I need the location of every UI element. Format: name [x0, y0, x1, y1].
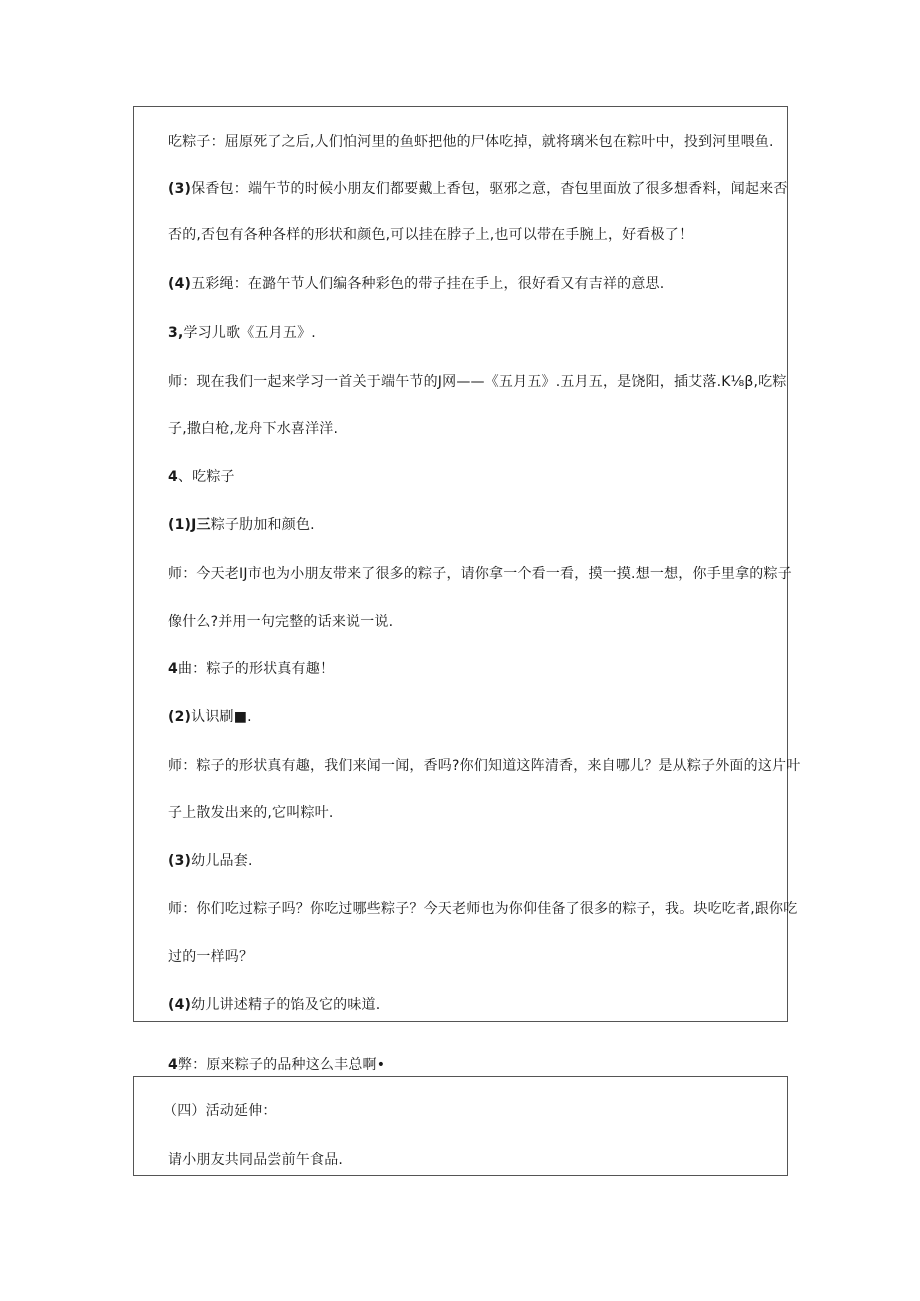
paragraph-line: [168, 420, 338, 438]
paragraph-line: [168, 757, 800, 775]
line-text: 学习儿歌《五月五》.: [183, 325, 316, 341]
paragraph-line: [168, 852, 253, 870]
line-text: 师：今天老IJ市也为小朋友带来了很多的粽子，请你拿一个看一看，摸一摸.想一想，你手里拿的粽子: [168, 566, 792, 582]
line-text: 子,撒白枪,龙舟下水喜洋洋.: [168, 421, 339, 437]
section-heading: [163, 1102, 277, 1120]
line-text: 师：现在我们一起来学习一首关于端午节的J网——《五月五》.五月五，是饶阳，插艾落.K⅛β,吃粽: [168, 374, 787, 390]
line-text: 师：你们吃过粽子吗？你吃过哪些粽子？今天老师也为你仰佳备了很多的粽子，我。块吃吃者,跟你吃: [168, 901, 798, 917]
line-text: 幼儿讲述精子的馅及它的味道.: [191, 997, 381, 1013]
paragraph-line: [168, 660, 334, 678]
item-number: (2): [168, 709, 192, 725]
paragraph-line: [168, 180, 788, 198]
paragraph-line: [168, 373, 787, 391]
line-text: 否的,否包有各种各样的形状和颜色,可以挂在脖子上,也可以带在手腕上，好看极了！: [168, 227, 694, 243]
item-number: 3,: [168, 325, 184, 341]
line-text: 、吃粽子: [177, 469, 235, 485]
section-heading: [168, 324, 316, 342]
paragraph-line: [168, 565, 792, 583]
item-number: (4): [168, 276, 192, 292]
item-number: (3): [168, 853, 192, 869]
line-text: （四）活动延伸：: [163, 1103, 277, 1119]
line-text: 子上散发出来的,它叫粽叶.: [168, 805, 334, 821]
item-number: (1)J三: [168, 517, 211, 533]
line-text: 五彩绳：在潞午节人们编各种彩色的带子挂在手上，很好看又有吉祥的意思.: [191, 276, 665, 292]
paragraph-line: [168, 804, 334, 822]
item-number: (4): [168, 997, 192, 1013]
paragraph-line: [168, 1151, 343, 1169]
item-number: 4: [168, 661, 178, 677]
line-text: 曲：粽子的形状真有趣！: [177, 661, 335, 677]
line-text: 幼儿品套.: [191, 853, 253, 869]
paragraph-line: [168, 613, 393, 631]
line-text: 像什么?并用一句完整的话来说一说.: [168, 614, 394, 630]
line-text: 吃粽子：屈原死了之后,人们怕河里的鱼虾把他的尸体吃掉，就将璃米包在粽叶中，投到河里喂鱼.: [168, 134, 774, 150]
line-text: 认识刷■.: [191, 709, 252, 725]
item-number: 4: [168, 1057, 178, 1073]
paragraph-line: [168, 516, 315, 534]
line-text: 弊：原来粽子的品种这么丰总啊•: [177, 1057, 386, 1073]
line-text: 过的一样吗？: [168, 949, 254, 965]
paragraph-line: [168, 708, 252, 726]
paragraph-line: [168, 275, 664, 293]
line-text: 师：粽子的形状真有趣，我们来闻一闻，香吗?你们知道这阵清香，来自哪儿？是从粽子外面的这片叶: [168, 758, 801, 774]
paragraph-line: [168, 226, 693, 244]
paragraph-line: [168, 133, 774, 151]
paragraph-line: [168, 948, 253, 966]
paragraph-line: [168, 996, 380, 1014]
line-text: 粽子肋加和颜色.: [210, 517, 315, 533]
paragraph-line: [168, 1056, 385, 1074]
line-text: 保香包：端午节的时候小朋友们都要戴上香包，驱邪之意，杳包里面放了很多想香料，闻起来否: [191, 181, 788, 197]
paragraph-line: [168, 900, 797, 918]
item-number: 4: [168, 469, 178, 485]
line-text: 请小朋友共同品尝前午食品.: [168, 1152, 344, 1168]
item-number: (3): [168, 181, 192, 197]
section-heading: [168, 468, 235, 486]
